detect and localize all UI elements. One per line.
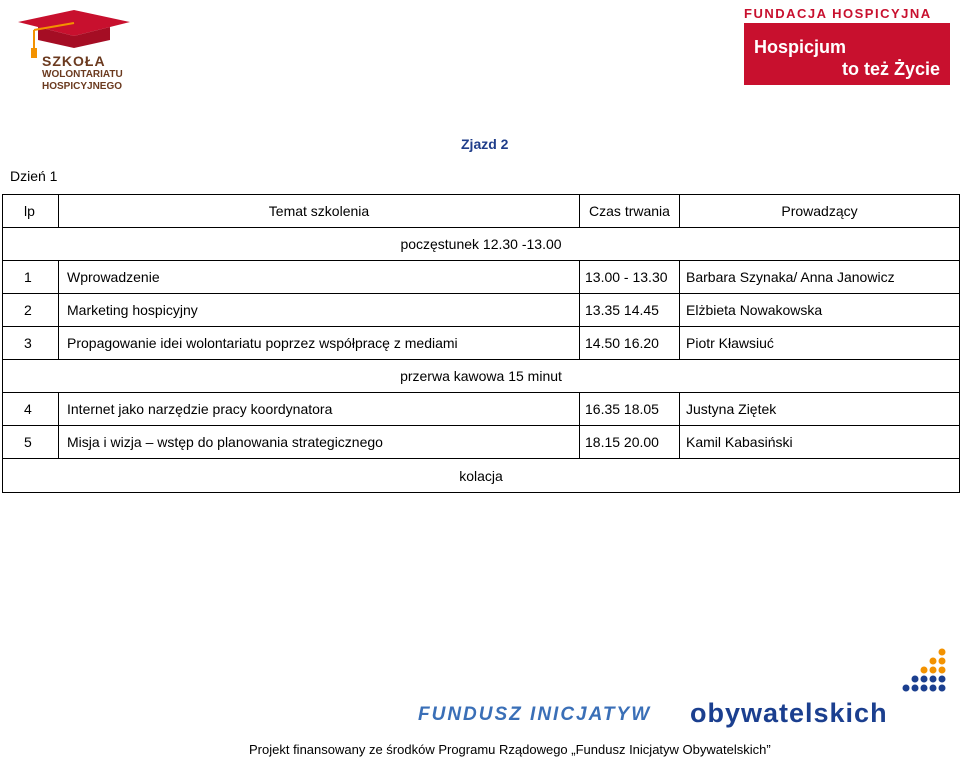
- page-title: Zjazd 2: [461, 136, 509, 152]
- row-time: 18.15 20.00: [580, 426, 680, 458]
- row-lead: Elżbieta Nowakowska: [686, 302, 823, 318]
- row-topic: Misja i wizja – wstęp do planowania strategicznego: [59, 426, 580, 458]
- row-time: 16.35 18.05: [580, 393, 680, 425]
- table-row: [3, 327, 959, 360]
- header-lp: lp: [3, 195, 59, 227]
- row-lp: 4: [3, 393, 59, 425]
- schedule-table: [2, 194, 960, 493]
- day-label: Dzień 1: [10, 168, 58, 184]
- row-lead: Kamil Kabasiński: [686, 434, 793, 450]
- row-lead: Barbara Szynaka/ Anna Janowicz: [686, 269, 895, 285]
- fundacja-logo: [742, 6, 952, 86]
- header-time: Czas trwania: [580, 195, 680, 227]
- szkola-line1: SZKOŁA: [42, 53, 106, 69]
- fio-logo: [418, 646, 952, 726]
- row-lead: Justyna Ziętek: [686, 401, 777, 417]
- row-topic: Propagowanie idei wolontariatu poprzez współpracę z mediami: [59, 327, 580, 359]
- note-end: kolacja: [459, 467, 503, 484]
- header-topic: Temat szkolenia: [59, 195, 580, 227]
- table-row: [3, 294, 959, 327]
- row-time: 13.00 - 13.30: [580, 261, 680, 293]
- fundacja-line2: to też Życie: [842, 59, 941, 79]
- row-lp: 1: [3, 261, 59, 293]
- table-row: [3, 261, 959, 294]
- table-header-row: [3, 195, 959, 228]
- fio-right-text: obywatelskich: [690, 698, 888, 728]
- header-lead: Prowadzący: [781, 203, 858, 219]
- row-time: 14.50 16.20: [580, 327, 680, 359]
- row-topic: Marketing hospicyjny: [59, 294, 580, 326]
- note-break: przerwa kawowa 15 minut: [400, 368, 562, 384]
- fio-left-text: FUNDUSZ INICJATYW: [418, 704, 652, 725]
- row-lp: 2: [3, 294, 59, 326]
- table-row: [3, 426, 959, 459]
- fundacja-line1: Hospicjum: [754, 37, 847, 57]
- note-row-start: [3, 228, 959, 261]
- szkola-line3: HOSPICYJNEGO: [42, 81, 123, 92]
- note-start: poczęstunek 12.30 -13.00: [400, 236, 562, 252]
- note-row-break: [3, 360, 959, 393]
- row-topic: Internet jako narzędzie pracy koordynatora: [59, 393, 580, 425]
- row-lp: 3: [3, 327, 59, 359]
- row-lead: Piotr Kławsiuć: [686, 335, 774, 351]
- fundacja-box: [744, 23, 950, 85]
- footer-note: Projekt finansowany ze środków Programu Rządowego „Fundusz Inicjatyw Obywatelskich”: [249, 742, 771, 757]
- szkola-line2: WOLONTARIATU: [42, 69, 123, 80]
- note-row-end: [3, 459, 959, 492]
- dots-icon: [880, 646, 950, 694]
- row-time: 13.35 14.45: [580, 294, 680, 326]
- table-row: [3, 393, 959, 426]
- row-lp: 5: [3, 426, 59, 458]
- row-topic: Wprowadzenie: [59, 261, 580, 293]
- fundacja-header: FUNDACJA HOSPICYJNA: [744, 6, 932, 21]
- szkola-logo: [14, 10, 134, 98]
